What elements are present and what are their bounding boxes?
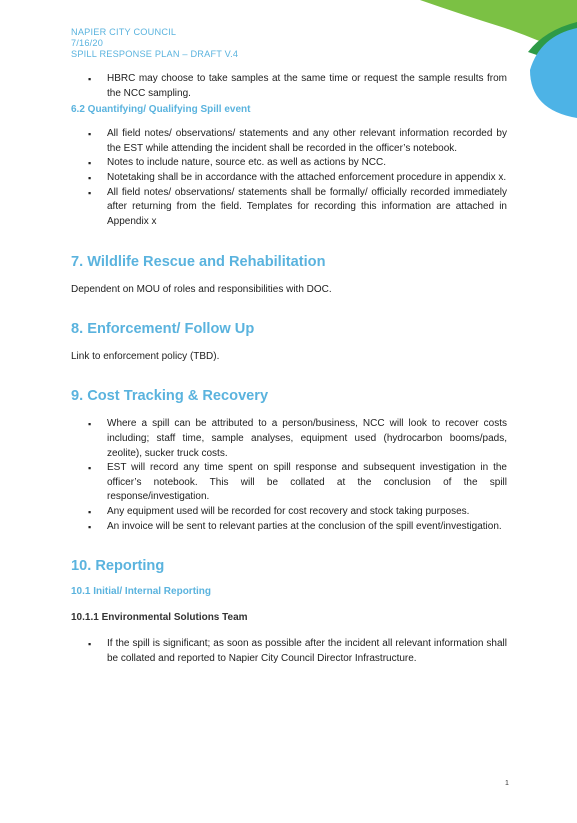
header-doc-title: SPILL RESPONSE PLAN – DRAFT V.4 [71,49,239,59]
section-8-heading: 8. Enforcement/ Follow Up [71,321,255,338]
list-item: ▪ Notetaking shall be in accordance with the attached enforcement procedure in appendix x. [107,171,507,186]
section-6-2-heading: 6.2 Quantifying/ Qualifying Spill event [71,104,251,116]
page-content [71,72,507,666]
list-item: ▪ EST will record any time spent on spill response and subsequent investigation in the officer’s notebook. This will be collated at the conclusion of the spill response/investigation. [107,461,507,505]
section-9-heading: 9. Cost Tracking & Recovery [71,388,269,405]
header-org: NAPIER CITY COUNCIL [71,27,177,37]
section-8-text: Link to enforcement policy (TBD). [71,351,220,363]
list-item: ▪ All field notes/ observations/ statements and any other relevant information recorded by the EST while attending the incident shall be recorded in the officer’s notebook. [107,127,507,156]
header-date: 7/16/20 [71,38,104,48]
section-10-bullet-list [71,637,507,666]
list-item: ▪ HBRC may choose to take samples at the same time or request the sample results from the NCC sampling. [107,72,507,101]
blue-circle-shape [530,28,577,118]
section-9-bullet-list [71,417,507,534]
dark-green-shape [528,22,577,66]
intro-bullet-list [71,72,507,101]
page-number: 1 [505,780,509,787]
list-item: ▪ If the spill is significant; as soon as possible after the incident all relevant information shall be collated and reported to Napier City Council Director Infrastructure. [107,637,507,666]
list-item: ▪ All field notes/ observations/ statements shall be formally/ officially recorded immediately after returning from the field. Templates for recording this information are attached in Appendix x [107,186,507,230]
section-10-1-1-heading: 10.1.1 Environmental Solutions Team [71,612,248,624]
list-item: ▪ An invoice will be sent to relevant parties at the conclusion of the spill event/investigation. [107,520,507,535]
section-6-2-bullet-list [71,127,507,229]
section-10-1-heading: 10.1 Initial/ Internal Reporting [71,586,212,598]
section-7-text: Dependent on MOU of roles and responsibilities with DOC. [71,284,332,296]
section-10-heading: 10. Reporting [71,558,165,575]
section-7-heading: 7. Wildlife Rescue and Rehabilitation [71,254,326,271]
list-item: ▪ Notes to include nature, source etc. as well as actions by NCC. [107,156,507,171]
list-item: ▪ Any equipment used will be recorded for cost recovery and stock taking purposes. [107,505,507,520]
green-swoosh-shape [420,0,577,58]
document-header [71,27,238,60]
list-item: ▪ Where a spill can be attributed to a person/business, NCC will look to recover costs including; staff time, sample analyses, equipment used (hydrocarbon booms/pads, zeolite), sucker truck costs. [107,417,507,461]
